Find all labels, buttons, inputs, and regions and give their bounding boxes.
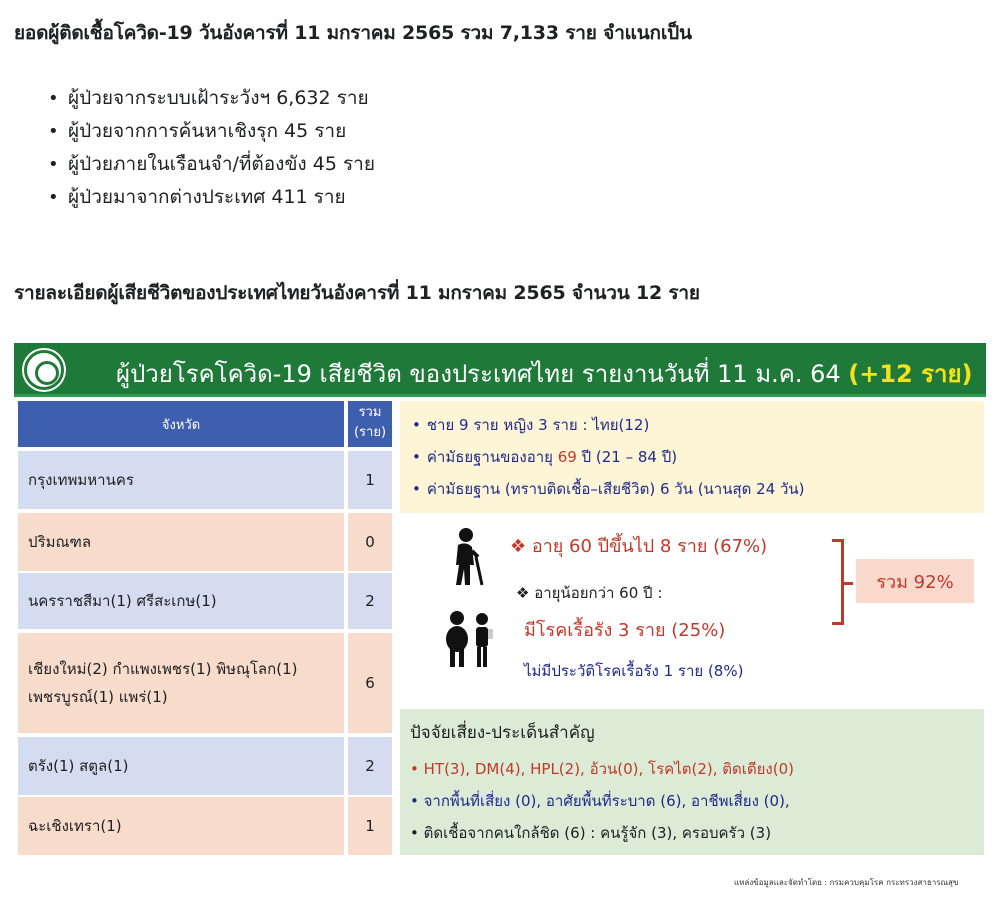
province-cell: ฉะเชิงเทรา(1) <box>18 797 344 855</box>
couple-icon <box>442 609 496 669</box>
total-cell: 6 <box>348 633 392 733</box>
risk-diseases: • HT(3), DM(4), HPL(2), อ้วน(0), โรคไต(2), ติดเตียง(0) <box>410 760 794 778</box>
table-row <box>18 513 392 571</box>
summary-median-age: • ค่ามัธยฐานของอายุ 69 ปี (21 – 84 ปี) <box>412 448 678 466</box>
province-cell: นครราชสีมา(1) ศรีสะเกษ(1) <box>18 573 344 629</box>
province-cell: กรุงเทพมหานคร <box>18 451 344 509</box>
risk-factors-box <box>400 709 984 855</box>
list-item: • ผู้ป่วยภายในเรือนจำ/ที่ต้องขัง 45 ราย <box>48 148 375 181</box>
risk-areas: • จากพื้นที่เสี่ยง (0), อาศัยพื้นที่ระบาด (6), อาชีพเสี่ยง (0), <box>410 792 790 810</box>
province-cell: ตรัง(1) สตูล(1) <box>18 737 344 795</box>
table-header-province: จังหวัด <box>18 401 344 447</box>
risk-close-contacts: • ติดเชื้อจากคนใกล้ชิด (6) : คนรู้จัก (3), ครอบครัว (3) <box>410 824 772 842</box>
total-cell: 2 <box>348 737 392 795</box>
province-cell: ปริมณฑล <box>18 513 344 571</box>
stat-elderly: ❖ อายุ 60 ปีขึ้นไป 8 ราย (67%) <box>510 536 768 557</box>
deaths-infographic <box>14 343 986 887</box>
stat-chronic: มีโรคเรื้อรัง 3 ราย (25%) <box>524 620 726 641</box>
summary-box <box>400 401 984 513</box>
source-credit: แหล่งข้อมูลและจัดทำโดย : กรมควบคุมโรค กระทรวงสาธารณสุข <box>734 878 959 887</box>
deaths-subhead: รายละเอียดผู้เสียชีวิตของประเทศไทยวันอังคารที่ 11 มกราคม 2565 จำนวน 12 ราย <box>14 282 700 304</box>
age-stats <box>400 519 984 704</box>
province-cell: เชียงใหม่(2) กำแพงเพชร(1) พิษณุโลก(1) เพชรบูรณ์(1) แพร่(1) <box>18 633 344 733</box>
infographic-banner <box>14 343 986 397</box>
table-row <box>18 451 392 509</box>
list-item: • ผู้ป่วยจากการค้นหาเชิงรุก 45 ราย <box>48 115 375 148</box>
total-cell: 0 <box>348 513 392 571</box>
stat-no-chronic: ไม่มีประวัติโรคเรื้อรัง 1 ราย (8%) <box>524 662 744 680</box>
ddc-logo-icon <box>24 350 64 390</box>
table-header-total: รวม (ราย) <box>348 401 392 447</box>
table-row <box>18 797 392 855</box>
table-row <box>18 633 392 733</box>
table-row <box>18 573 392 629</box>
risk-factors-title: ปัจจัยเสี่ยง-ประเด็นสำคัญ <box>410 723 595 743</box>
case-breakdown-list <box>48 82 375 214</box>
headline: ยอดผู้ติดเชื้อโควิด-19 วันอังคารที่ 11 มกราคม 2565 รวม 7,133 ราย จำแนกเป็น <box>14 22 692 44</box>
summary-sex-nationality: • ชาย 9 ราย หญิง 3 ราย : ไทย(12) <box>412 416 650 434</box>
total-cell: 1 <box>348 797 392 855</box>
elderly-person-icon <box>448 527 492 587</box>
banner-title: ผู้ป่วยโรคโควิด-19 เสียชีวิต ของประเทศไทย รายงานวันที่ 11 ม.ค. 64 (+12 ราย) <box>116 360 973 388</box>
stat-under-60: ❖ อายุน้อยกว่า 60 ปี : <box>516 584 663 602</box>
table-row <box>18 737 392 795</box>
total-cell: 1 <box>348 451 392 509</box>
bracket-divider <box>832 539 844 625</box>
banner-death-count: (+12 ราย) <box>848 360 973 388</box>
summary-median-days: • ค่ามัธยฐาน (ทราบติดเชื้อ–เสียชีวิต) 6 วัน (นานสุด 24 วัน) <box>412 480 805 498</box>
total-percent-badge: รวม 92% <box>856 559 974 603</box>
list-item: • ผู้ป่วยจากระบบเฝ้าระวังฯ 6,632 ราย <box>48 82 375 115</box>
total-cell: 2 <box>348 573 392 629</box>
list-item: • ผู้ป่วยมาจากต่างประเทศ 411 ราย <box>48 181 375 214</box>
